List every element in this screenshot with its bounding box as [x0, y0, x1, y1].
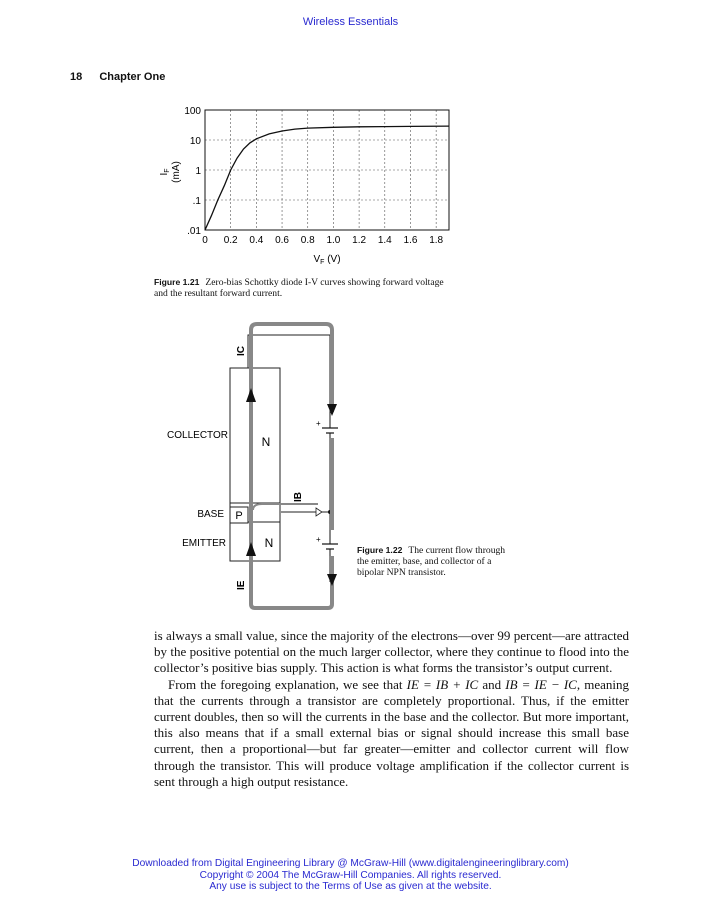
base-label: BASE	[197, 509, 224, 520]
body-text	[154, 628, 629, 790]
page-number: 18	[70, 71, 83, 83]
ib-arrow-head	[316, 508, 322, 516]
y-axis-unit: (mA)	[171, 161, 182, 183]
y-axis-label: $I_F$	[159, 168, 171, 176]
page-header: Wireless Essentials	[302, 16, 399, 28]
figure-122-text: The current flow through the emitter, base, and collector of a bipolar NPN transistor.	[357, 545, 506, 578]
x-tick-label: 0.2	[223, 235, 238, 246]
emitter-battery	[316, 530, 338, 556]
equation-2: IB = IE − IC	[505, 676, 577, 692]
equation-1: IE = IB + IC	[406, 676, 479, 692]
figure-121-label: Figure 1.21	[154, 277, 200, 287]
base-region-label: P	[235, 510, 243, 522]
battery-top-plus: +	[316, 419, 321, 428]
x-tick-label: 0.8	[300, 235, 315, 246]
ic-label: IC	[236, 346, 247, 356]
x-tick-label: 0.6	[275, 235, 290, 246]
footer-line-1[interactable]: Downloaded from Digital Engineering Library @ McGraw-Hill (www.digitalengineeringlibrary.com)	[132, 858, 569, 869]
x-tick-label: 1.0	[326, 235, 341, 246]
iv-chart	[145, 100, 465, 270]
y-tick-label: 100	[184, 106, 201, 117]
x-tick-label: 1.4	[377, 235, 392, 246]
collector-label: COLLECTOR	[167, 430, 228, 441]
figure-121-caption	[154, 277, 444, 299]
collector-battery	[316, 412, 338, 438]
y-tick-labels	[184, 106, 201, 237]
paragraph-1: is always a small value, since the majority of the electrons—over 99 percent—are attracted by the positive potential on the much larger collector, where they continue to flood into the collector’s positive bias supply. This action is what forms the transistor’s output current.	[154, 628, 629, 676]
npn-diagram	[150, 320, 350, 620]
y-tick-label: 1	[195, 166, 201, 177]
footer-line-2: Copyright © 2004 The McGraw-Hill Companies. All rights reserved.	[199, 869, 502, 881]
footer	[0, 858, 701, 893]
chapter-title: Chapter One	[99, 71, 166, 83]
y-tick-label: 10	[189, 136, 201, 147]
emitter-region-label: N	[264, 536, 274, 550]
emitter-down-arrow	[327, 574, 337, 586]
running-head	[70, 71, 165, 83]
collector-down-arrow	[327, 404, 337, 416]
battery-bottom-plus: +	[316, 535, 321, 544]
x-tick-label: 1.8	[429, 235, 444, 246]
y-tick-label: .01	[187, 226, 201, 237]
if-curve	[205, 126, 449, 230]
emitter-label: EMITTER	[182, 538, 226, 549]
x-axis-label: $V_F$ (V)	[313, 254, 341, 266]
figure-121-text: Zero-bias Schottky diode I-V curves showing forward voltage and the resultant forward current.	[154, 277, 444, 299]
ib-label: IB	[293, 492, 304, 502]
paragraph-2: From the foregoing explanation, we see that IE = IB + IC and IB = IE − IC, meaning that the currents through a transistor are completely proportional. Thus, if the emitter current doubles, then so will the currents in the base and the collector. But more important, this also means that if a small external bias or signal should increase this small base current, then a proportional—but far greater—emitter and collector current will flow through the transistor. This will produce voltage amplification if the collector current is sent through a high output resistance.	[154, 676, 629, 789]
x-tick-label: 1.2	[352, 235, 367, 246]
figure-122-label: Figure 1.22	[357, 545, 403, 555]
x-tick-label: 1.6	[403, 235, 418, 246]
footer-line-3: Any use is subject to the Terms of Use as given at the website.	[209, 881, 492, 892]
x-tick-label: 0	[202, 235, 208, 246]
x-tick-labels	[202, 235, 443, 246]
transistor-body	[230, 368, 280, 561]
ie-label: IE	[236, 580, 247, 590]
figure-122-caption	[357, 545, 507, 578]
collector-region-label: N	[261, 435, 271, 449]
y-tick-label: .1	[192, 196, 201, 207]
x-tick-label: 0.4	[249, 235, 264, 246]
